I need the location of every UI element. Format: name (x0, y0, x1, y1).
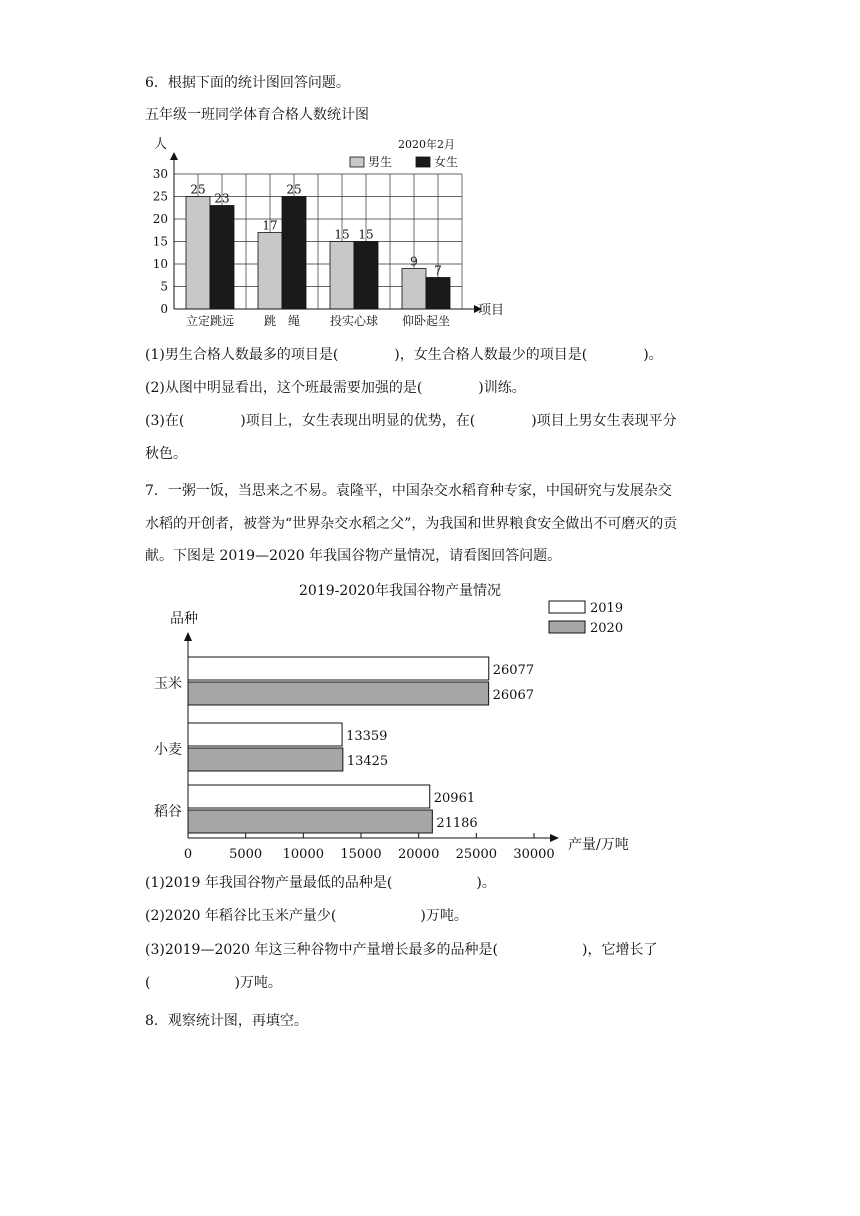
bar-value-label: 15 (358, 227, 374, 242)
category-label: 稻谷 (154, 804, 182, 820)
bar-value-label: 25 (286, 182, 302, 197)
bar-2020 (188, 748, 343, 771)
bar-value-label: 20961 (433, 791, 476, 806)
y-tick-label: 20 (152, 212, 168, 226)
y-axis-arrow-icon (184, 632, 192, 641)
legend-swatch-boys (350, 157, 364, 167)
x-axis-label: 项目 (478, 303, 505, 318)
bar-value-label: 23 (214, 191, 230, 206)
bar-value-label: 25 (190, 182, 206, 197)
x-tick-label: 15000 (340, 847, 382, 862)
y-axis-arrow-icon (170, 152, 178, 160)
y-tick-label: 10 (152, 257, 168, 271)
category-label: 跳 绳 (263, 314, 301, 328)
legend-label-2019: 2019 (590, 601, 624, 616)
bar-girls (426, 278, 450, 310)
date-note: 2020年2月 (398, 138, 455, 151)
q7-part3: (3)2019—2020 年这三种谷物中产量增长最多的品种是( )，它增长了 (145, 942, 658, 958)
bar-2019 (188, 723, 342, 746)
bar-value-label: 7 (434, 263, 442, 278)
q6-part3-cont: 秋色。 (145, 446, 187, 462)
y-tick-label: 15 (152, 234, 168, 249)
y-tick-label: 25 (152, 189, 168, 204)
legend-label-boys: 男生 (368, 155, 393, 169)
x-tick-label: 0 (183, 847, 193, 862)
bar-boys (186, 197, 210, 310)
x-tick-label: 10000 (282, 847, 325, 862)
bar-girls (354, 242, 378, 310)
q7-text-line1: 7．一粥一饭，当思来之不易。袁隆平，中国杂交水稻育种专家，中国研究与发展杂交 (145, 483, 672, 499)
q6-part3: (3)在( )项目上，女生表现出明显的优势，在( )项目上男女生表现平分 (145, 413, 677, 429)
legend-label-girls: 女生 (434, 155, 459, 169)
q6-part1: (1)男生合格人数最多的项目是( )，女生合格人数最少的项目是( )。 (145, 347, 663, 363)
x-tick-label: 20000 (397, 847, 440, 862)
bar-boys (258, 233, 282, 310)
bar-boys (330, 242, 354, 310)
legend-label-2020: 2020 (590, 621, 624, 636)
bar-value-label: 13359 (346, 729, 388, 744)
bar-value-label: 13425 (346, 754, 389, 769)
x-axis-label: 产量/万吨 (568, 837, 629, 853)
y-tick-label: 5 (160, 279, 168, 294)
legend-swatch-girls (416, 157, 430, 167)
chart1-title: 五年级一班同学体育合格人数统计图 (145, 107, 369, 123)
bar-girls (282, 197, 306, 310)
bar-2020 (188, 810, 432, 833)
bar-2020 (188, 682, 489, 705)
category-label: 立定跳远 (185, 314, 235, 328)
legend-swatch-2019 (549, 601, 585, 613)
x-tick-label: 25000 (455, 847, 498, 862)
bar-value-label: 21186 (436, 816, 478, 831)
bar-2019 (188, 785, 430, 808)
chart2-title: 2019-2020年我国谷物产量情况 (299, 583, 501, 599)
q6-part2: (2)从图中明显看出，这个班最需要加强的是( )训练。 (145, 380, 526, 396)
legend-swatch-2020 (549, 621, 585, 633)
bar-value-label: 15 (334, 227, 350, 242)
bar-2019 (188, 657, 489, 680)
bar-value-label: 17 (262, 218, 278, 233)
x-tick-label: 30000 (513, 847, 555, 862)
y-tick-label: 30 (152, 167, 168, 181)
bar-girls (210, 206, 234, 310)
sports-bar-chart (140, 132, 505, 332)
y-tick-label: 0 (160, 302, 168, 316)
q7-part3-cont: ( )万吨。 (145, 975, 282, 991)
category-label: 玉米 (154, 676, 182, 692)
x-axis-arrow-icon (550, 834, 559, 842)
x-tick-label: 5000 (229, 847, 263, 862)
y-axis-label: 人 (154, 137, 168, 152)
category-label: 投实心球 (329, 314, 379, 328)
category-label: 仰卧起坐 (401, 314, 451, 328)
q7-text-line3: 献。下图是 2019—2020 年我国谷物产量情况，请看图回答问题。 (145, 548, 562, 564)
q7-text-line2: 水稻的开创者，被誉为“世界杂交水稻之父”，为我国和世界粮食安全做出不可磨灭的贡 (145, 516, 678, 532)
category-label: 小麦 (154, 742, 182, 758)
bar-value-label: 9 (410, 254, 418, 269)
q7-part2: (2)2020 年稻谷比玉米产量少( )万吨。 (145, 908, 468, 924)
bar-boys (402, 269, 426, 310)
q8-intro: 8．观察统计图，再填空。 (145, 1013, 308, 1029)
bar-value-label: 26067 (492, 688, 534, 703)
q6-intro: 6．根据下面的统计图回答问题。 (145, 75, 350, 91)
grain-bar-chart (140, 577, 660, 862)
q7-part1: (1)2019 年我国谷物产量最低的品种是( )。 (145, 875, 496, 891)
bar-value-label: 26077 (492, 663, 535, 678)
y-axis-label: 品种 (170, 611, 198, 627)
